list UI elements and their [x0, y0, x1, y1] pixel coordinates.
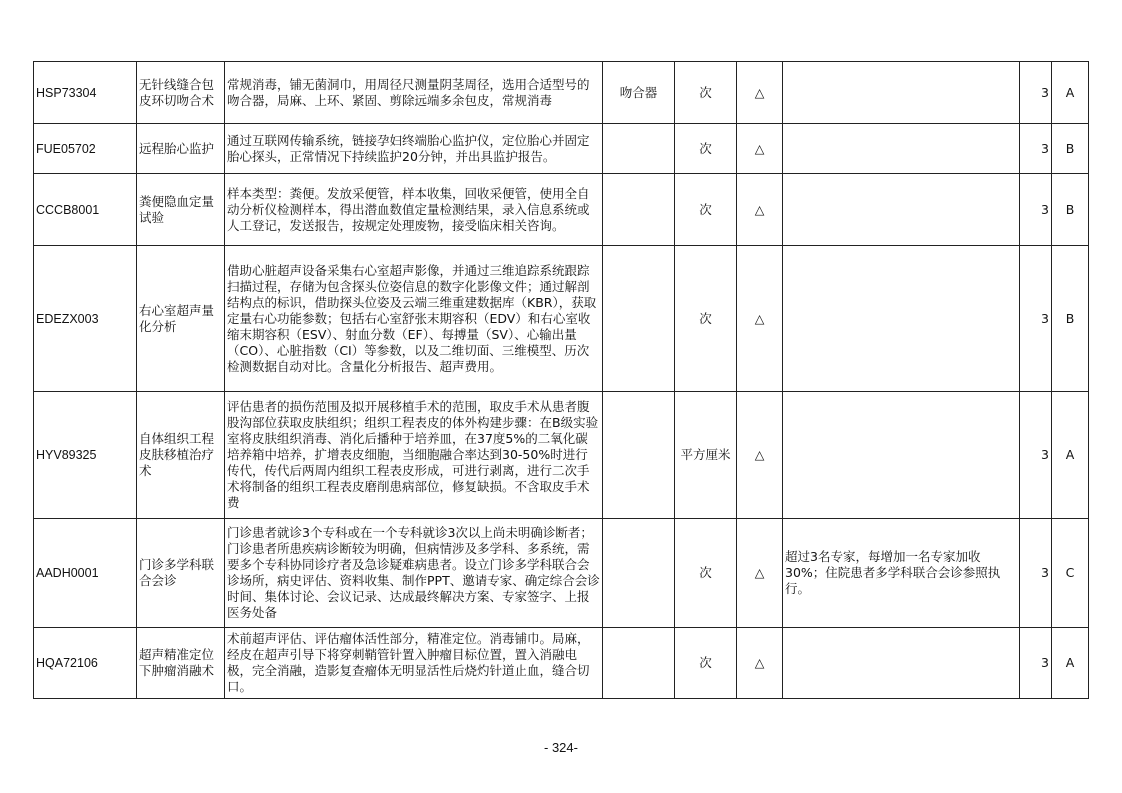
item-unit: 平方厘米 [675, 392, 737, 519]
item-content: 借助心脏超声设备采集右心室超声影像，并通过三维追踪系统跟踪扫描过程，存储为包含探头位姿信息的数字化影像文件；通过解剖结构点的标识，借助探头位姿及云端三维重建数据库（KBR），获取定量右心功能参数；包括右心室舒张末期容积（EDV）和右心室收缩末期容积（ESV）、射血分数（EF）、每搏量（SV）、心输出量（CO）、心脏指数（CI）等参数，以及二维切面、三维模型、历次检测数据自动对比。含量化分析报告、超声费用。 [225, 246, 603, 392]
item-grade: A [1052, 392, 1089, 519]
item-name: 门诊多学科联合会诊 [137, 519, 225, 628]
item-content: 样本类型：粪便。发放采便管，样本收集，回收采便管，使用全自动分析仪检测样本，得出潜血数值定量检测结果，录入信息系统或人工登记，发送报告，按规定处理废物，接受临床相关咨询。 [225, 174, 603, 246]
table-row [34, 124, 1089, 174]
table-row [34, 174, 1089, 246]
item-level: 3 [1020, 62, 1052, 124]
item-name: 超声精准定位下肿瘤消融术 [137, 628, 225, 699]
item-unit: 次 [675, 174, 737, 246]
item-code: HYV89325 [34, 392, 137, 519]
item-grade: A [1052, 62, 1089, 124]
page-number: - 324- [544, 740, 578, 755]
item-name: 自体组织工程皮肤移植治疗术 [137, 392, 225, 519]
item-note: 超过3名专家，每增加一名专家加收30%；住院患者多学科联合会诊参照执行。 [783, 519, 1020, 628]
item-name: 无针线缝合包皮环切吻合术 [137, 62, 225, 124]
item-code: EDEZX003 [34, 246, 137, 392]
item-mark: △ [737, 246, 783, 392]
item-mark: △ [737, 124, 783, 174]
item-mark: △ [737, 519, 783, 628]
item-level: 3 [1020, 628, 1052, 699]
item-content: 常规消毒，铺无菌洞巾，用周径尺测量阴茎周径，选用合适型号的吻合器，局麻、上环、紧固、剪除远端多余包皮，常规消毒 [225, 62, 603, 124]
item-grade: B [1052, 246, 1089, 392]
item-exclusion [603, 392, 675, 519]
item-exclusion [603, 174, 675, 246]
item-exclusion: 吻合器 [603, 62, 675, 124]
item-grade: C [1052, 519, 1089, 628]
table-row [34, 246, 1089, 392]
item-content: 门诊患者就诊3个专科或在一个专科就诊3次以上尚未明确诊断者；门诊患者所患疾病诊断较为明确，但病情涉及多学科、多系统，需要多个专科协同诊疗者及急诊疑难病患者。设立门诊多学科联合会诊场所，病史评估、资料收集、制作PPT、邀请专家、确定综合会诊时间、集体讨论、会议记录、达成最终解决方案、专家签字、上报医务处备 [225, 519, 603, 628]
item-note [783, 124, 1020, 174]
item-content: 通过互联网传输系统，链接孕妇终端胎心监护仪，定位胎心并固定胎心探头，正常情况下持续监护20分钟，并出具监护报告。 [225, 124, 603, 174]
item-grade: B [1052, 174, 1089, 246]
item-note [783, 628, 1020, 699]
item-code: HQA72106 [34, 628, 137, 699]
table-row [34, 519, 1089, 628]
item-grade: B [1052, 124, 1089, 174]
item-name: 右心室超声量化分析 [137, 246, 225, 392]
item-exclusion [603, 628, 675, 699]
item-unit: 次 [675, 628, 737, 699]
item-note [783, 174, 1020, 246]
item-level: 3 [1020, 124, 1052, 174]
fee-table [33, 61, 1089, 699]
item-mark: △ [737, 628, 783, 699]
item-code: AADH0001 [34, 519, 137, 628]
item-note [783, 246, 1020, 392]
item-name: 远程胎心监护 [137, 124, 225, 174]
table-row [34, 62, 1089, 124]
item-unit: 次 [675, 246, 737, 392]
item-code: CCCB8001 [34, 174, 137, 246]
table-row [34, 392, 1089, 519]
item-exclusion [603, 519, 675, 628]
item-code: FUE05702 [34, 124, 137, 174]
item-exclusion [603, 124, 675, 174]
item-content: 术前超声评估、评估瘤体活性部分，精准定位。消毒铺巾。局麻，经皮在超声引导下将穿刺鞘管针置入肿瘤目标位置，置入消融电极，完全消融，造影复查瘤体无明显活性后烧灼针道止血，缝合切口。 [225, 628, 603, 699]
table-row [34, 628, 1089, 699]
item-grade: A [1052, 628, 1089, 699]
item-level: 3 [1020, 392, 1052, 519]
item-mark: △ [737, 62, 783, 124]
item-unit: 次 [675, 519, 737, 628]
item-mark: △ [737, 174, 783, 246]
item-note [783, 62, 1020, 124]
item-mark: △ [737, 392, 783, 519]
item-code: HSP73304 [34, 62, 137, 124]
item-name: 粪便隐血定量试验 [137, 174, 225, 246]
item-level: 3 [1020, 246, 1052, 392]
item-exclusion [603, 246, 675, 392]
item-level: 3 [1020, 519, 1052, 628]
item-level: 3 [1020, 174, 1052, 246]
item-unit: 次 [675, 124, 737, 174]
item-note [783, 392, 1020, 519]
item-unit: 次 [675, 62, 737, 124]
item-content: 评估患者的损伤范围及拟开展移植手术的范围，取皮手术从患者腹股沟部位获取皮肤组织；组织工程表皮的体外构建步骤：在B级实验室将皮肤组织消毒、消化后播种于培养皿，在37度5%的二氧化碳培养箱中培养，扩增表皮细胞，当细胞融合率达到30-50%时进行传代，传代后两周内组织工程表皮形成，可进行剥离，进行二次手术将制备的组织工程表皮磨削患病部位，修复缺损。不含取皮手术费 [225, 392, 603, 519]
